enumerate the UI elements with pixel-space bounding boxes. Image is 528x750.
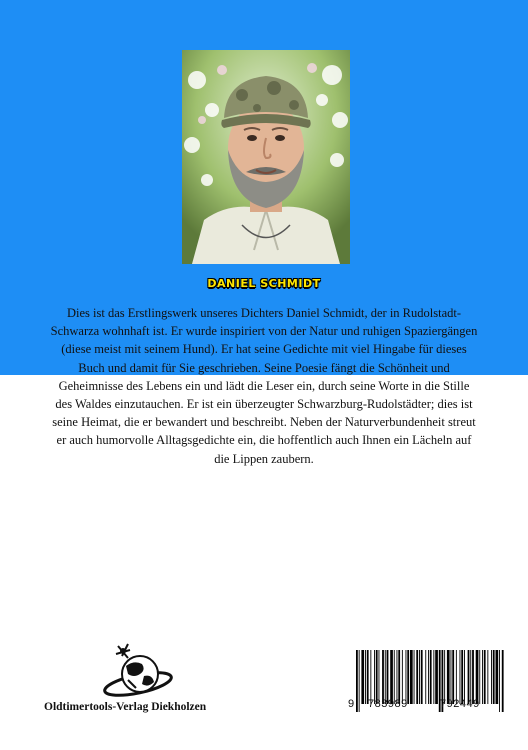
- barcode-digit-group-2: 792449: [440, 698, 480, 710]
- barcode-bar: [356, 650, 358, 712]
- barcode-bar: [433, 650, 434, 704]
- barcode-bar: [407, 650, 409, 704]
- barcode-digit-group-1: 783989: [368, 698, 408, 710]
- barcode-bar: [398, 650, 400, 704]
- author-photo: [182, 50, 350, 264]
- author-name: DANIEL SCHMIDT: [207, 277, 321, 290]
- barcode-bar: [460, 650, 461, 704]
- publisher-name: Oldtimertools-Verlag Diekholzen: [44, 701, 207, 713]
- barcode-bar: [491, 650, 492, 704]
- barcode-bar: [461, 650, 463, 704]
- barcode-bar: [410, 650, 413, 704]
- barcode-bar: [367, 650, 369, 704]
- barcode-bar: [359, 650, 360, 712]
- barcode-bar: [447, 650, 450, 704]
- barcode-bar: [482, 650, 483, 704]
- barcode-bar: [419, 650, 420, 704]
- globe-logo-icon: [98, 640, 178, 702]
- barcode-bar: [421, 650, 423, 704]
- barcode-bar: [379, 650, 380, 704]
- barcode-bar: [387, 650, 389, 704]
- barcode-bar: [444, 650, 445, 704]
- barcode-bar: [385, 650, 386, 704]
- barcode-bar: [468, 650, 470, 704]
- barcode-bar: [435, 650, 438, 704]
- barcode-bar: [452, 650, 454, 704]
- barcode-bar: [430, 650, 432, 704]
- barcode-bar: [428, 650, 429, 704]
- barcode-bar: [476, 650, 479, 704]
- barcode-bar: [390, 650, 393, 704]
- barcode-bar: [361, 650, 364, 704]
- barcode-bar: [451, 650, 452, 704]
- barcode-bar: [374, 650, 375, 704]
- barcode-bar: [487, 650, 488, 704]
- barcode-digit-lead: 9: [348, 698, 355, 710]
- barcode-bar: [406, 650, 407, 704]
- barcode-bar: [376, 650, 378, 704]
- barcode-bar: [502, 650, 504, 712]
- barcode-bar: [479, 650, 480, 704]
- barcode-bar: [484, 650, 486, 704]
- barcode-bar: [414, 650, 415, 704]
- barcode-bar: [397, 650, 398, 704]
- book-description: Dies ist das Erstlingswerk unseres Dichters Daniel Schmidt, der in Rudolstadt-Schwarza wohnhaft ist. Er wurde inspiriert von der Natur und ruhigen Spaziergängen (diese meist mit seinem Hund). Er hat seine Gedichte mit viel Hingabe für dieses Buch und damit für Sie geschrieben. Seine Poesie fängt die Schönheit und Geheimnisse des Lebens ein und lädt die Leser ein, durch seine Worte in die Stille des Waldes einzutauchen. Er ist ein überzeugter Schwarzburg-Rudolstädter; dies ist seine Heimat, die er bewandert und beschreibt. Neben der Naturverbundenheit streut er auch humorvolle Alltagsgedichte ein, die hoffentlich auch Ihnen ein Lächeln auf die Lippen zaubern.: [50, 306, 478, 466]
- barcode-bar: [382, 650, 384, 704]
- barcode-bar: [425, 650, 426, 704]
- barcode-bar: [370, 650, 371, 704]
- barcode-bar: [464, 650, 465, 704]
- barcode-bar: [496, 650, 499, 704]
- barcode-bar: [472, 650, 474, 704]
- barcode-bar: [493, 650, 495, 704]
- barcode-bar: [365, 650, 366, 704]
- barcode-bar: [456, 650, 457, 704]
- barcode-bar: [499, 650, 500, 712]
- barcode-bar: [470, 650, 471, 704]
- author-portrait-image: [182, 50, 350, 264]
- barcode-bar: [402, 650, 403, 704]
- barcode-bar: [394, 650, 395, 704]
- barcode-bar: [416, 650, 418, 704]
